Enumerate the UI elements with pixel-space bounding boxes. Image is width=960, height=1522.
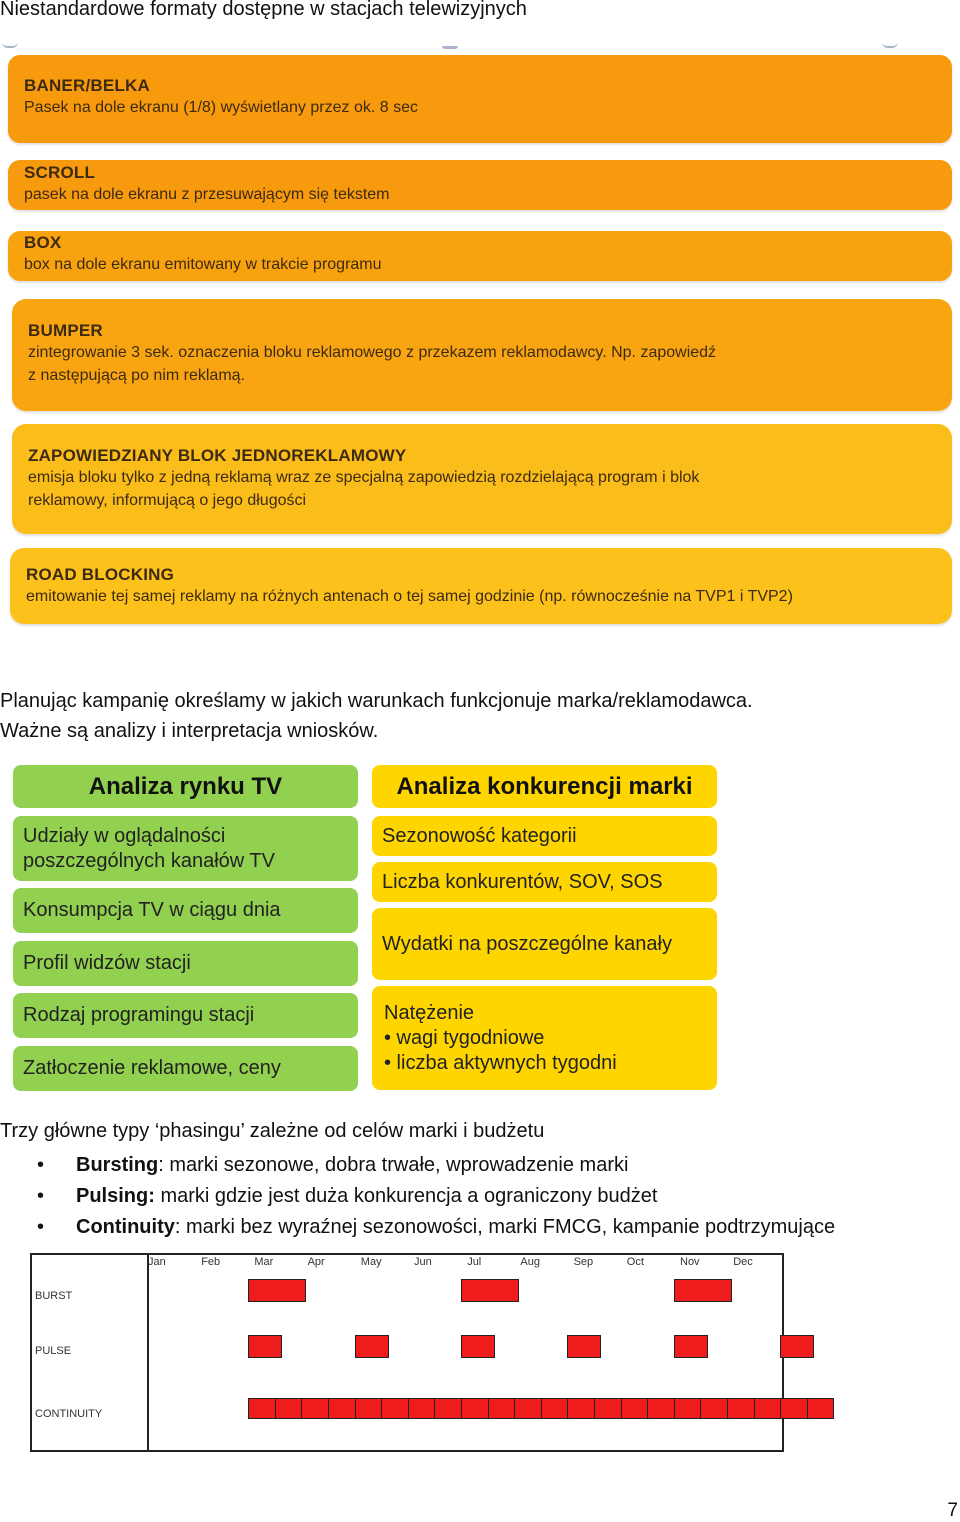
competition-item — [372, 908, 717, 980]
continuity-bar-segment — [807, 1398, 835, 1419]
phasing-bullet — [0, 1150, 835, 1181]
competition-item-line: Natężenie — [384, 1001, 475, 1024]
tab-mark — [882, 42, 898, 48]
continuity-bar-segment — [328, 1398, 356, 1419]
phasing-schedule-chart — [30, 1253, 784, 1452]
bullet-text: marki bez wyraźnej sezonowości, marki FMCG, kampanie podtrzymujące — [180, 1216, 836, 1238]
continuity-bar-segment — [461, 1398, 489, 1419]
month-label: Apr — [307, 1256, 325, 1268]
tab-mark — [2, 42, 18, 48]
burst-bar — [674, 1279, 732, 1302]
format-desc: pasek na dole ekranu z przesuwającym się tekstem — [24, 186, 390, 203]
bullet-sep: : — [158, 1154, 164, 1176]
month-label: Aug — [520, 1256, 540, 1268]
format-desc: emitowanie tej samej reklamy na różnych antenach o tej samej godzinie (np. równocześnie na TVP1 i TVP2) — [26, 588, 793, 605]
market-item — [13, 888, 358, 933]
format-box-scroll — [8, 160, 952, 210]
market-item-line: Rodzaj programingu stacji — [23, 1004, 255, 1026]
month-label: Nov — [680, 1256, 700, 1268]
format-title: SCROLL — [24, 163, 96, 182]
tab-mark — [442, 46, 458, 49]
market-item — [13, 1046, 358, 1091]
competition-item — [372, 986, 717, 1090]
format-title: BANER/BELKA — [24, 76, 150, 95]
continuity-bar-segment — [381, 1398, 409, 1419]
format-box-bumper — [12, 299, 952, 411]
bullet-term: Bursting — [76, 1154, 159, 1176]
continuity-bar-segment — [408, 1398, 436, 1419]
pulse-bar — [674, 1335, 708, 1358]
month-label: May — [360, 1256, 382, 1268]
label-column-divider — [147, 1255, 149, 1450]
pulse-bar — [461, 1335, 495, 1358]
competition-item-line: Liczba konkurentów, SOV, SOS — [382, 870, 663, 893]
continuity-bar-segment — [700, 1398, 728, 1419]
market-analysis-heading: Analiza rynku TV — [13, 765, 358, 808]
competition-item-line: Wydatki na poszczególne kanały — [382, 932, 672, 955]
competition-item-line: Sezonowość kategorii — [382, 824, 577, 847]
page-title: Niestandardowe formaty dostępne w stacjach telewizyjnych — [0, 0, 527, 20]
competition-analysis-heading: Analiza konkurencji marki — [372, 765, 717, 808]
market-item — [13, 993, 358, 1038]
burst-bar — [248, 1279, 306, 1302]
month-label: Jul — [467, 1256, 482, 1268]
continuity-bar-segment — [674, 1398, 702, 1419]
continuity-bar-segment — [780, 1398, 808, 1419]
continuity-bar-segment — [567, 1398, 595, 1419]
row-label: PULSE — [35, 1345, 72, 1357]
month-label: Feb — [201, 1256, 221, 1268]
page-number: 7 — [947, 1500, 958, 1521]
market-item-line: Udziały w oglądalności — [23, 824, 226, 847]
bullet-text: marki sezonowe, dobra trwałe, wprowadzenie marki — [163, 1154, 629, 1176]
pulse-bar — [567, 1335, 601, 1358]
continuity-bar-segment — [541, 1398, 569, 1419]
pulse-bar — [248, 1335, 282, 1358]
paragraph-line: Planując kampanię określamy w jakich warunkach funkcjonuje marka/reklamodawca. — [0, 690, 753, 712]
format-title: ROAD BLOCKING — [26, 565, 175, 584]
month-label: Jun — [414, 1256, 432, 1268]
phasing-bullets — [0, 1150, 835, 1243]
continuity-bar-segment — [647, 1398, 675, 1419]
bullet-term: Continuity — [76, 1216, 175, 1238]
format-desc-line: reklamowy, informującą o jego długości — [28, 492, 307, 509]
market-item-line: Profil widzów stacji — [23, 952, 191, 974]
intro-paragraph — [0, 686, 753, 746]
continuity-bar-segment — [248, 1398, 276, 1419]
continuity-bar-segment — [594, 1398, 622, 1419]
format-title: ZAPOWIEDZIANY BLOK JEDNOREKLAMOWY — [28, 446, 407, 465]
continuity-bar-segment — [355, 1398, 383, 1419]
format-box-baner — [8, 55, 952, 143]
bullet-sep: : — [174, 1216, 181, 1238]
pulse-bar — [355, 1335, 389, 1358]
continuity-bar-segment — [727, 1398, 755, 1419]
format-desc: box na dole ekranu emitowany w trakcie programu — [24, 256, 382, 273]
burst-bar — [461, 1279, 519, 1302]
bullet-dot: • — [37, 1154, 45, 1176]
market-item — [13, 941, 358, 986]
continuity-bar-segment — [754, 1398, 782, 1419]
format-box-box — [8, 231, 952, 281]
pulse-bar — [780, 1335, 814, 1358]
month-label: Dec — [733, 1256, 753, 1268]
market-item-line: Konsumpcja TV w ciągu dnia — [23, 899, 281, 921]
month-label: Oct — [626, 1256, 644, 1268]
bullet-dot: • — [37, 1216, 45, 1238]
market-item-line: poszczególnych kanałów TV — [23, 849, 275, 872]
month-label: Mar — [254, 1256, 274, 1268]
continuity-bar-segment — [621, 1398, 649, 1419]
competition-item — [372, 862, 717, 902]
continuity-bar-segment — [434, 1398, 462, 1419]
format-desc: Pasek na dole ekranu (1/8) wyświetlany przez ok. 8 sec — [24, 99, 418, 116]
bullet-term: Pulsing: — [76, 1185, 155, 1207]
row-label: CONTINUITY — [35, 1408, 103, 1420]
bullet-dot: • — [37, 1185, 45, 1207]
month-label: Sep — [573, 1256, 594, 1268]
month-label: Jan — [148, 1256, 166, 1268]
phasing-intro: Trzy główne typy ‘phasingu’ zależne od celów marki i budżetu — [0, 1120, 545, 1142]
continuity-bar-segment — [514, 1398, 542, 1419]
phasing-bullet — [0, 1212, 835, 1243]
continuity-bar-segment — [275, 1398, 303, 1419]
market-item — [13, 816, 358, 881]
competition-item-line: • wagi tygodniowe — [384, 1026, 545, 1049]
bullet-text: marki gdzie jest duża konkurencja a ograniczony budżet — [154, 1185, 658, 1207]
format-box-road-blocking — [10, 548, 952, 624]
format-title: BOX — [24, 233, 62, 252]
format-box-zapowiedziany-blok — [12, 424, 952, 534]
continuity-bar-segment — [488, 1398, 516, 1419]
paragraph-line: Ważne są analizy i interpretacja wniosków. — [0, 720, 379, 742]
competition-item — [372, 816, 717, 856]
phasing-bullet — [0, 1181, 835, 1212]
row-label: BURST — [35, 1290, 73, 1302]
format-desc-line: z następującą po nim reklamą. — [28, 367, 245, 384]
format-desc-line: emisja bloku tylko z jedną reklamą wraz ze specjalną zapowiedzią rozdzielającą program i blok — [28, 469, 700, 486]
market-item-line: Zatłoczenie reklamowe, ceny — [23, 1057, 281, 1079]
continuity-bar-segment — [301, 1398, 329, 1419]
decorative-tab-marks — [0, 38, 960, 52]
format-title: BUMPER — [28, 321, 103, 340]
competition-item-line: • liczba aktywnych tygodni — [384, 1051, 617, 1074]
format-desc-line: zintegrowanie 3 sek. oznaczenia bloku reklamowego z przekazem reklamodawcy. Np. zapowiedź — [28, 344, 717, 361]
